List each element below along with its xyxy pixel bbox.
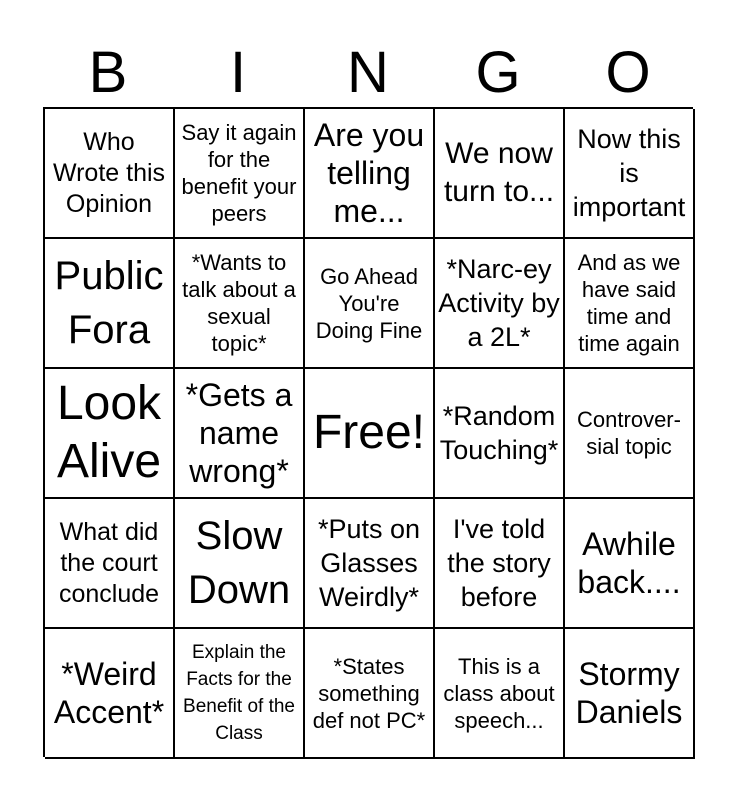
bingo-header	[43, 42, 693, 104]
bingo-cell-text: Go Ahead You're Doing Fine	[315, 263, 423, 343]
bingo-cell-r2c2[interactable]	[175, 239, 305, 369]
bingo-cell-r5c3[interactable]	[305, 629, 435, 759]
bingo-cell-text: Public Fora	[54, 254, 164, 352]
bingo-cell-text: *Weird Accent*	[53, 656, 165, 730]
bingo-cell-text: Controver-sial topic	[577, 407, 681, 459]
bingo-cell-text: Now this is important	[572, 124, 686, 222]
bingo-cell-r3c4[interactable]	[435, 369, 565, 499]
bingo-cell-r5c1[interactable]	[45, 629, 175, 759]
bingo-cell-r3c3[interactable]	[305, 369, 435, 499]
bingo-cell-r3c1[interactable]	[45, 369, 175, 499]
bingo-cell-text: *Puts on Glasses Weirdly*	[317, 514, 421, 612]
bingo-cell-r4c4[interactable]	[435, 499, 565, 629]
bingo-cell-text: This is a class about speech...	[443, 653, 555, 733]
bingo-cell-text: I've told the story before	[447, 514, 551, 612]
bingo-cell-text: *Gets a name wrong*	[185, 377, 293, 489]
bingo-cell-text: Free!	[312, 406, 426, 459]
bingo-cell-text: Look Alive	[56, 377, 162, 488]
bingo-cell-text: *Narc-ey Activity by a 2L*	[438, 254, 560, 352]
bingo-cell-text: Are you telling me...	[313, 117, 425, 229]
bingo-cell-text: *States something def not PC*	[312, 653, 426, 733]
header-letter-g: G	[475, 40, 521, 105]
bingo-cell-r1c4[interactable]	[435, 109, 565, 239]
bingo-cell-r4c3[interactable]	[305, 499, 435, 629]
bingo-cell-r1c3[interactable]	[305, 109, 435, 239]
bingo-cell-r1c2[interactable]	[175, 109, 305, 239]
bingo-cell-r4c5[interactable]	[565, 499, 695, 629]
bingo-cell-r2c4[interactable]	[435, 239, 565, 369]
bingo-cell-r5c4[interactable]	[435, 629, 565, 759]
bingo-cell-r3c2[interactable]	[175, 369, 305, 499]
bingo-cell-text: Slow Down	[187, 514, 291, 612]
bingo-cell-r2c3[interactable]	[305, 239, 435, 369]
bingo-cell-text: Explain the Facts for the Benefit of the Class	[183, 642, 295, 744]
header-letter-n: N	[347, 40, 389, 105]
bingo-cell-text: Awhile back....	[577, 526, 681, 600]
bingo-cell-text: Say it again for the benefit your peers	[181, 120, 297, 226]
bingo-cell-r1c1[interactable]	[45, 109, 175, 239]
bingo-cell-text: Stormy Daniels	[575, 656, 683, 730]
bingo-cell-r2c1[interactable]	[45, 239, 175, 369]
header-letter-o: O	[605, 40, 651, 105]
bingo-cell-text: And as we have said time and time again	[577, 250, 681, 356]
header-letter-i: I	[229, 40, 247, 105]
bingo-cell-text: *Wants to talk about a sexual topic*	[182, 250, 296, 356]
bingo-cell-r4c1[interactable]	[45, 499, 175, 629]
bingo-cell-text: Who Wrote this Opinion	[52, 127, 166, 218]
bingo-cell-r3c5[interactable]	[565, 369, 695, 499]
bingo-cell-text: We now turn to...	[443, 137, 555, 208]
bingo-cell-r2c5[interactable]	[565, 239, 695, 369]
bingo-cell-r1c5[interactable]	[565, 109, 695, 239]
bingo-cell-r5c5[interactable]	[565, 629, 695, 759]
bingo-cell-text: *Random Touching*	[439, 401, 559, 465]
bingo-cell-r5c2[interactable]	[175, 629, 305, 759]
header-letter-b: B	[88, 40, 128, 105]
bingo-cell-text: What did the court conclude	[58, 517, 160, 608]
bingo-card-grid	[43, 107, 693, 757]
bingo-cell-r4c2[interactable]	[175, 499, 305, 629]
